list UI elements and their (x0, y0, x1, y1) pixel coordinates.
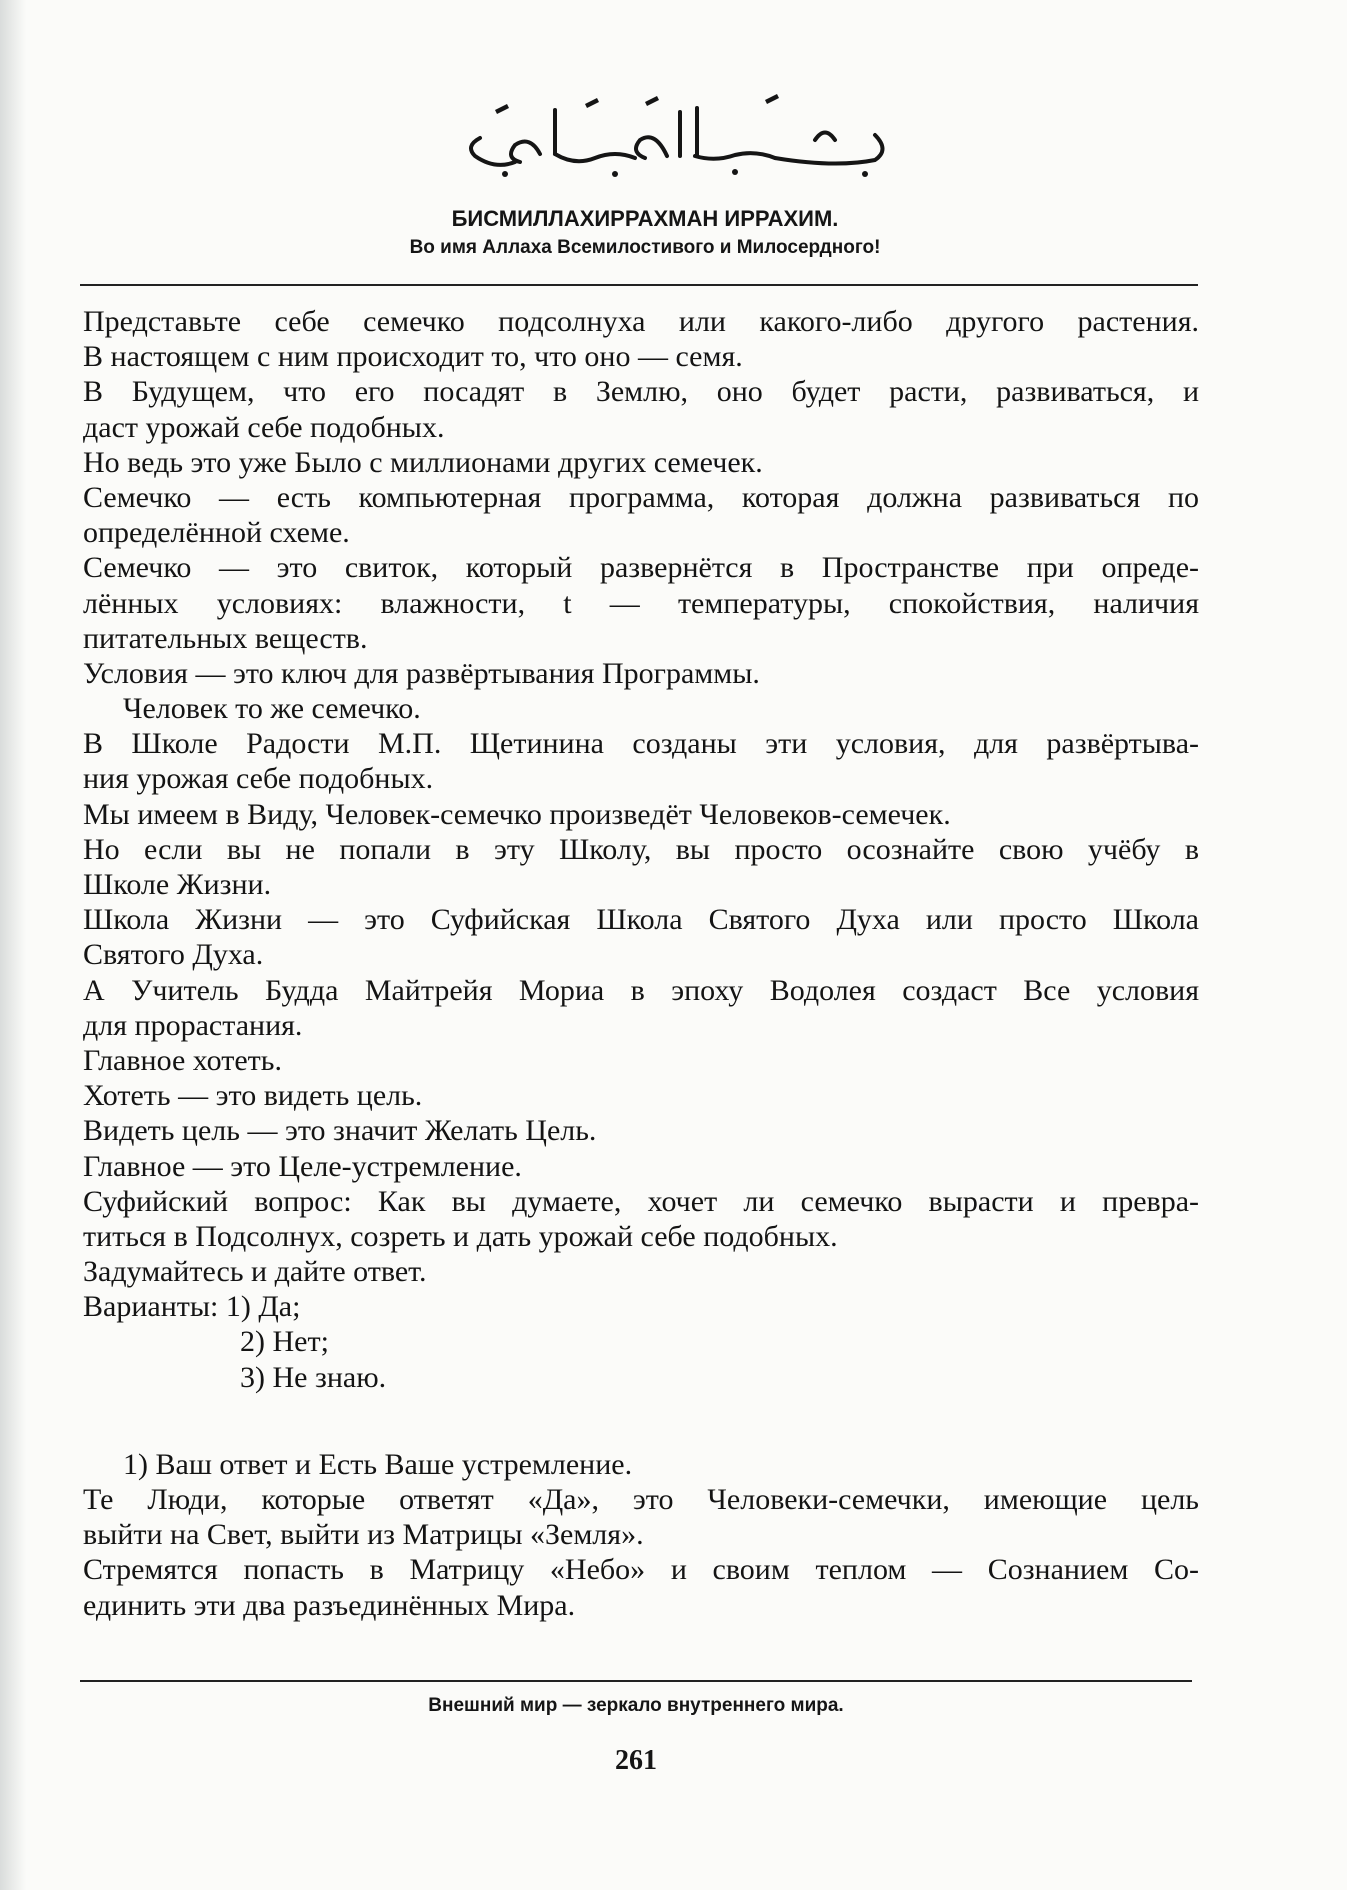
text-line: Главное — это Целе-устремление. (83, 1149, 522, 1183)
text-line: А Учитель Будда Майтрейя Мориа в эпоху Водолея создаст Все условия (83, 973, 1199, 1007)
bottom-divider (80, 1680, 1192, 1682)
text-line: Школе Жизни. (83, 868, 272, 901)
header-subtitle: Во имя Аллаха Всемилостивого и Милосердного! (409, 237, 881, 258)
text-line: даст урожай себе подобных. (83, 410, 445, 444)
bismillah-calligraphy (435, 80, 905, 180)
text-line: Задумайтесь и дайте ответ. (83, 1255, 427, 1289)
text-line: Но если вы не попали в эту Школу, вы просто осознайте свою учёбу в (83, 832, 1199, 866)
top-divider (80, 284, 1198, 286)
page-number: 261 (615, 1745, 657, 1776)
answer-option: 3) Не знаю. (240, 1360, 387, 1394)
text-line: Семечко — это свиток, который развернётся в Пространстве при опреде- (83, 551, 1199, 585)
text-line: лённых условиях: влажности, t — температуры, спокойствия, наличия (83, 586, 1199, 620)
page-header (80, 204, 1210, 262)
text-line: 1) Ваш ответ и Есть Ваше устремление. (123, 1447, 633, 1481)
text-line: Но ведь это уже Было с миллионами других семечек. (83, 445, 763, 479)
text-line: Те Люди, которые ответят «Да», это Человеки-семечки, имеющие цель (83, 1483, 1199, 1516)
text-line: Представьте себе семечко подсолнуха или какого-либо другого растения. (83, 305, 1199, 338)
text-line: Видеть цель — это значит Желать Цель. (83, 1114, 597, 1148)
text-line: В Будущем, что его посадят в Землю, оно будет расти, развиваться, и (83, 375, 1199, 409)
text-line: титься в Подсолнух, созреть и дать урожай себе подобных. (83, 1219, 838, 1253)
text-line: Хотеть — это видеть цель. (83, 1079, 423, 1113)
text-line: Стремятся попасть в Матрицу «Небо» и своим теплом — Сознанием Со- (83, 1553, 1199, 1587)
text-line: питательных веществ. (83, 621, 368, 655)
answer-options-line: Варианты: 1) Да; (83, 1290, 301, 1324)
text-line: определённой схеме. (83, 516, 350, 550)
paragraph-gap (83, 1395, 1199, 1447)
text-line: Святого Духа. (83, 938, 264, 972)
footer-motto: Внешний мир — зеркало внутреннего мира. (428, 1695, 844, 1716)
text-line: Условия — это ключ для развёртывания Программы. (83, 656, 760, 690)
answer-option: 2) Нет; (240, 1325, 329, 1359)
text-line: В настоящем с ним происходит то, что оно — семя. (83, 340, 743, 374)
body-text (83, 304, 1199, 1623)
text-line: ния урожая себе подобных. (83, 762, 434, 796)
binding-shadow (0, 0, 26, 1890)
text-line: единить эти два разъединённых Мира. (83, 1588, 576, 1622)
header-title: БИСМИЛЛАХИРРАХМАН ИРРАХИМ. (451, 206, 839, 231)
text-line: выйти на Свет, выйти из Матрицы «Земля». (83, 1518, 644, 1552)
text-line: для прорастания. (83, 1008, 303, 1042)
text-line: Главное хотеть. (83, 1043, 282, 1077)
text-line: В Школе Радости М.П. Щетинина созданы эти условия, для развёртыва- (83, 727, 1199, 761)
text-line: Человек то же семечко. (123, 692, 421, 726)
text-line: Школа Жизни — это Суфийская Школа Святого Духа или просто Школа (83, 903, 1199, 937)
text-line: Мы имеем в Виду, Человек-семечко произведёт Человеков-семечек. (83, 797, 951, 831)
text-line: Семечко — есть компьютерная программа, которая должна развиваться по (83, 480, 1199, 514)
text-line: Суфийский вопрос: Как вы думаете, хочет ли семечко вырасти и превра- (83, 1184, 1199, 1218)
